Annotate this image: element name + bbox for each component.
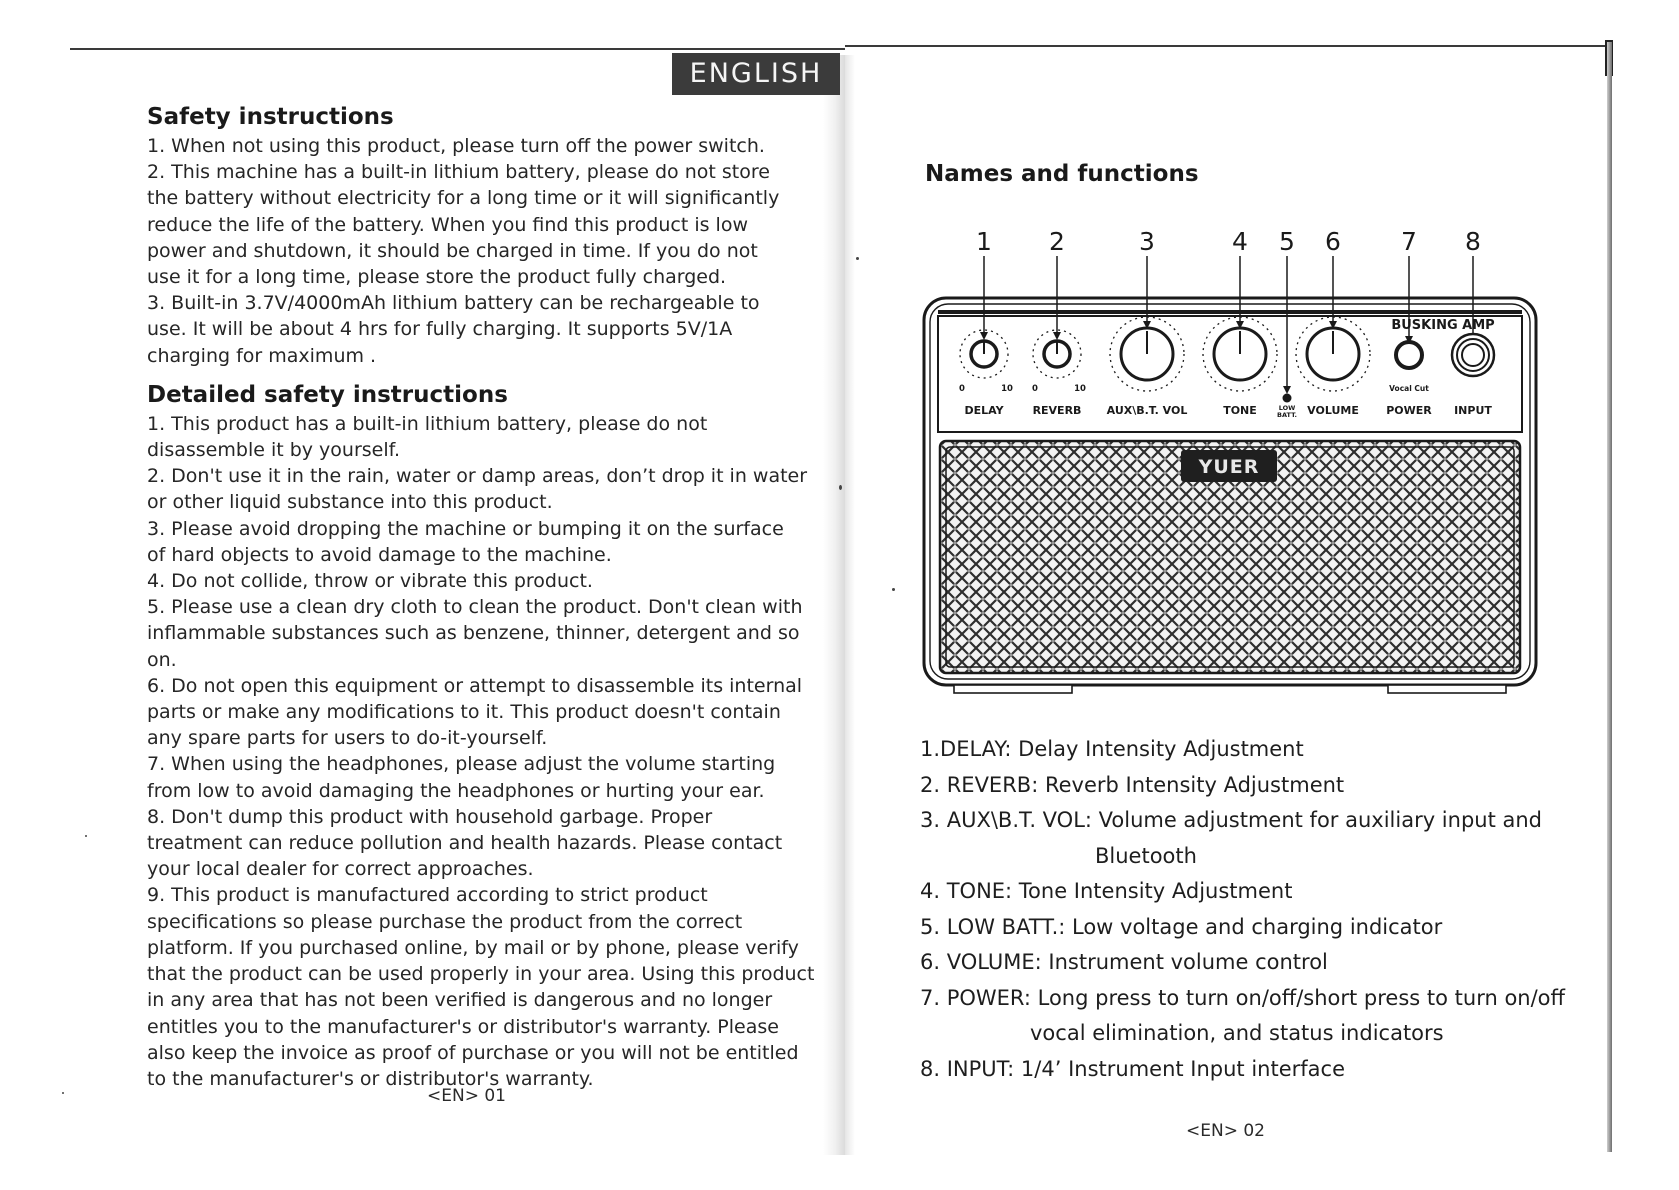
function-item: 4. TONE: Tone Intensity Adjustment bbox=[920, 879, 1293, 903]
function-item: 1.DELAY: Delay Intensity Adjustment bbox=[920, 737, 1304, 761]
svg-text:LOW: LOW bbox=[1278, 404, 1296, 412]
detailed-safety-list bbox=[147, 411, 822, 1092]
scan-speck bbox=[85, 835, 87, 837]
callout-number: 7 bbox=[1401, 228, 1417, 256]
safety-item: 3. Built-in 3.7V/4000mAh lithium battery can be rechargeable to use. It will be about 4 hrs for fully charging. It supports 5V/1A charging for maximum . bbox=[147, 292, 760, 367]
detailed-item: 3. Please avoid dropping the machine or bumping it on the surface of hard objects to avoid damage to the machine. bbox=[147, 517, 784, 566]
function-item: 8. INPUT: 1/4’ Instrument Input interface bbox=[920, 1056, 1345, 1081]
detailed-item: 5. Please use a clean dry cloth to clean the product. Don't clean with inflammable substances such as benzene, thinner, detergent and so on. bbox=[147, 596, 803, 671]
control-label: REVERB bbox=[1032, 404, 1082, 417]
control-label: TONE bbox=[1223, 404, 1257, 417]
function-item: 3. AUX\B.T. VOL: Volume adjustment for auxiliary input and bbox=[920, 808, 1543, 832]
safety-item: 1. When not using this product, please turn off the power switch. bbox=[147, 135, 765, 157]
left-page bbox=[147, 101, 822, 1092]
control-label: POWER bbox=[1386, 404, 1432, 417]
svg-text:YUER: YUER bbox=[1198, 456, 1260, 478]
page-edge bbox=[1607, 42, 1612, 1152]
callout-number: 2 bbox=[1049, 228, 1065, 256]
function-item: 7. POWER: Long press to turn on/off/short press to turn on/off bbox=[920, 985, 1566, 1010]
brand-plate: BUSKING AMP bbox=[1391, 318, 1495, 333]
control-label: DELAY bbox=[964, 404, 1004, 417]
input-jack bbox=[1452, 334, 1494, 376]
svg-text:Vocal Cut: Vocal Cut bbox=[1389, 384, 1429, 393]
book-spine-shadow bbox=[823, 55, 845, 1155]
detailed-item: 1. This product has a built-in lithium battery, please do not disassemble it by yourself. bbox=[147, 412, 708, 462]
safety-item: 2. This machine has a built-in lithium battery, please do not store the battery without electricity for a long time or it will significantly reduce the life of the battery. When you find this product is low power and shutdown, it should be charged in time. If you do not use it for a long time, please store the product fully charged. bbox=[147, 161, 780, 289]
function-item: 2. REVERB: Reverb Intensity Adjustment bbox=[920, 772, 1345, 797]
callout-number: 1 bbox=[976, 228, 992, 256]
scan-speck bbox=[839, 485, 842, 490]
names-functions-heading: Names and functions bbox=[925, 161, 1199, 187]
control-label: VOLUME bbox=[1307, 404, 1359, 417]
function-item: 5. LOW BATT.: Low voltage and charging indicator bbox=[920, 914, 1443, 939]
book-spine-shadow-right bbox=[845, 55, 855, 1155]
power-button bbox=[1396, 342, 1422, 368]
page-number-left: <EN> 01 bbox=[427, 1086, 506, 1106]
scan-speck bbox=[62, 1092, 64, 1094]
detailed-safety-heading: Detailed safety instructions bbox=[147, 381, 508, 408]
callout-number: 8 bbox=[1465, 228, 1481, 256]
amp-diagram bbox=[920, 228, 1540, 708]
callout-number: 3 bbox=[1139, 228, 1155, 256]
safety-instructions-heading: Safety instructions bbox=[147, 104, 394, 130]
page-number-right: <EN> 02 bbox=[1186, 1121, 1265, 1141]
detailed-item: 8. Don't dump this product with household garbage. Proper treatment can reduce pollution and health hazards. Please contact your local dealer for correct approaches. bbox=[147, 805, 783, 881]
svg-text:0: 0 bbox=[1032, 384, 1038, 394]
detailed-item: 4. Do not collide, throw or vibrate this product. bbox=[147, 570, 593, 593]
detailed-item: 6. Do not open this equipment or attempt to disassemble its internal parts or make any modifications to it. This product doesn't contain any spare parts for users to do-it-yourself. bbox=[147, 674, 803, 750]
scan-speck bbox=[892, 588, 895, 591]
detailed-item: 9. This product is manufactured according to strict product specifications so please purchase the product from the correct platform. If you purchased online, by mail or by phone, please verify that the product can be used properly in your area. Using this product in any area that has not been verified is dangerous and no longer entitles you to the manufacturer's or distributor's warranty. Please also keep the invoice as proof of purchase or you will not be entitled to the manufacturer's or distributor's warranty. bbox=[147, 884, 815, 1090]
detailed-item: 2. Don't use it in the rain, water or damp areas, don’t drop it in water or other liquid substance into this product. bbox=[147, 465, 808, 514]
svg-text:BATT.: BATT. bbox=[1277, 411, 1297, 419]
callout-number: 6 bbox=[1325, 228, 1341, 256]
svg-text:10: 10 bbox=[1074, 384, 1086, 394]
safety-instructions-list bbox=[147, 133, 822, 369]
detailed-item: 7. When using the headphones, please adjust the volume starting from low to avoid damaging the headphones or hurting your ear. bbox=[147, 753, 776, 802]
callout-number: 5 bbox=[1279, 228, 1295, 256]
top-rule-right bbox=[845, 45, 1610, 47]
function-item-continuation: Bluetooth bbox=[1095, 843, 1197, 868]
control-label: AUX\B.T. VOL bbox=[1106, 404, 1188, 417]
functions-list bbox=[920, 732, 1600, 1087]
function-item-continuation: vocal elimination, and status indicators bbox=[1030, 1021, 1444, 1045]
low-batt-indicator bbox=[1283, 394, 1292, 403]
svg-text:0: 0 bbox=[959, 384, 965, 394]
callout-number: 4 bbox=[1232, 228, 1248, 256]
function-item: 6. VOLUME: Instrument volume control bbox=[920, 950, 1328, 974]
scan-speck bbox=[856, 257, 859, 260]
top-rule-left bbox=[70, 48, 845, 50]
language-tab: ENGLISH bbox=[672, 53, 840, 95]
control-label: INPUT bbox=[1454, 404, 1492, 417]
svg-text:10: 10 bbox=[1001, 384, 1013, 394]
